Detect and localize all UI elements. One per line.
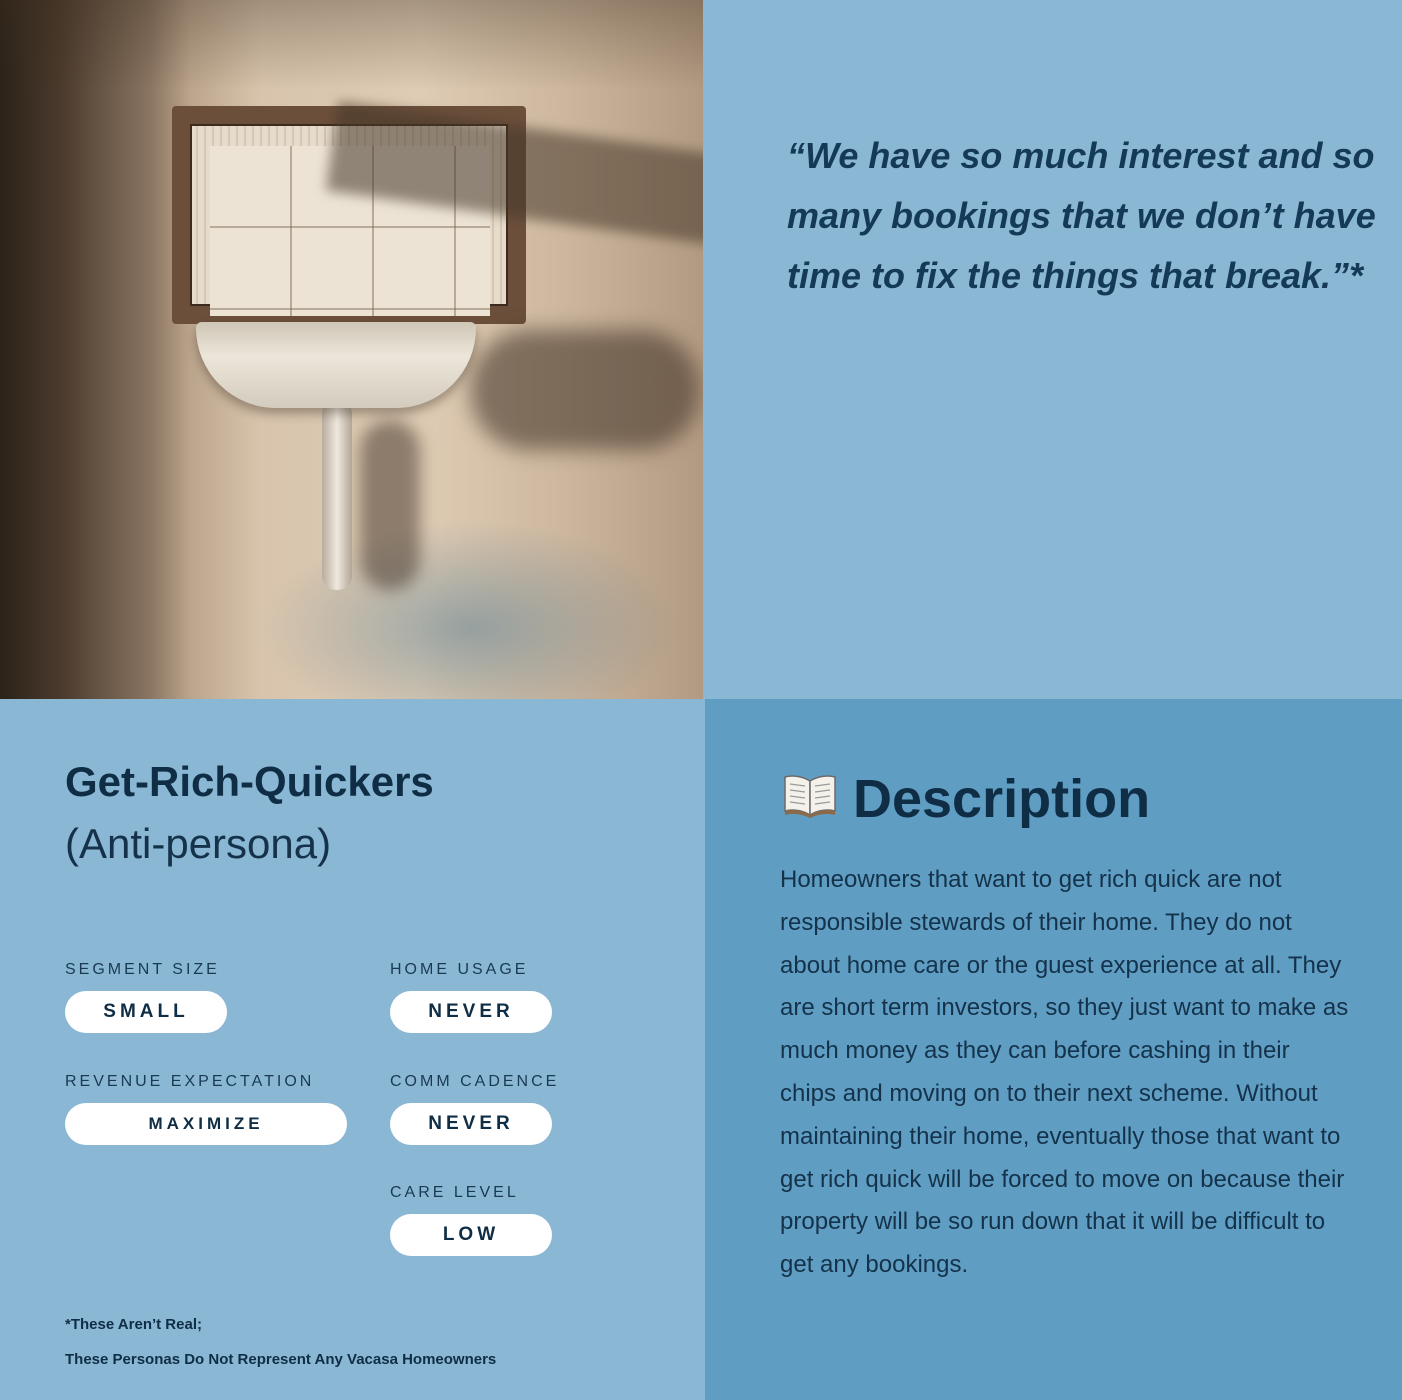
comm-cadence-label: COMM CADENCE: [390, 1073, 560, 1090]
photo-shadow: [0, 0, 703, 90]
care-level-pill: LOW: [390, 1214, 552, 1256]
sink-pipe: [322, 400, 352, 590]
description-body: Homeowners that want to get rich quick are not responsible stewards of their home. They do not about home care or the guest experience at all. They are short term investors, so they just want to make as much money as they can before cashing in their chips and moving on to their next scheme. Without maintaining their home, eventually those that want to get rich quick will be forced to move on because their property will be so run down that it will be difficult to get any bookings.: [780, 866, 1349, 1279]
sink-basin: [196, 322, 476, 408]
quote-panel: [703, 0, 1402, 699]
comm-cadence-pill: NEVER: [390, 1103, 552, 1145]
footnote-line-2: These Personas Do Not Represent Any Vacasa Homeowners: [65, 1351, 497, 1368]
segment-size-label: SEGMENT SIZE: [65, 961, 220, 978]
footnote-line-1: *These Aren’t Real;: [65, 1316, 202, 1333]
care-level-label: CARE LEVEL: [390, 1184, 519, 1201]
sink-photo: [0, 0, 703, 699]
segment-size-pill: SMALL: [65, 991, 227, 1033]
home-usage-label: HOME USAGE: [390, 961, 529, 978]
revenue-expectation-pill: MAXIMIZE: [65, 1103, 347, 1145]
persona-subtitle: (Anti-persona): [65, 820, 332, 867]
description-panel: [705, 699, 1402, 1400]
description-heading: Description: [853, 769, 1151, 829]
persona-quote: “We have so much interest and so many bookings that we don’t have time to fix the things that break.”*: [787, 135, 1376, 296]
pipe-shadow: [360, 420, 420, 590]
open-book-icon: [782, 771, 838, 819]
persona-panel: [0, 699, 705, 1400]
home-usage-pill: NEVER: [390, 991, 552, 1033]
revenue-expectation-label: REVENUE EXPECTATION: [65, 1073, 315, 1090]
persona-title: Get-Rich-Quickers: [65, 758, 434, 805]
basin-shadow: [470, 330, 700, 450]
